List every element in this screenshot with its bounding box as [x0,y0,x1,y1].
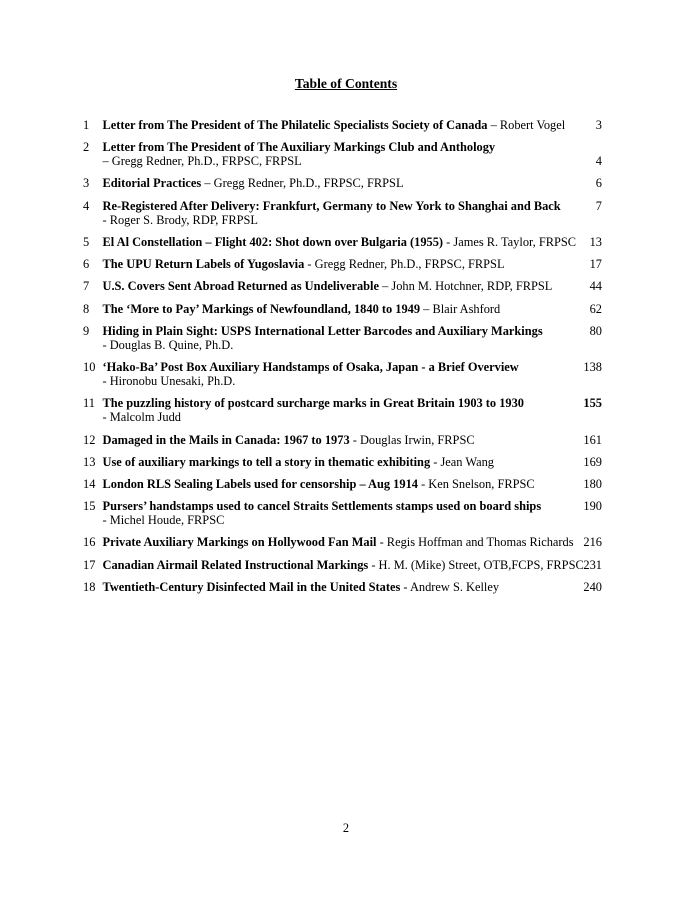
toc-entry-page: 62 [589,301,602,316]
toc-entry [83,433,602,447]
toc-entry-author: – Blair Ashford [420,301,501,316]
toc-entry-text [103,433,575,447]
toc-entry-line1 [103,118,575,132]
page-footer-number: 2 [342,821,350,835]
toc-entry-author: - Michel Houde, FRPSC [102,513,225,528]
toc-entry [83,324,602,352]
toc-entry-page: 80 [589,323,602,338]
toc-entry-page: 190 [583,499,602,514]
toc-entry-text [103,324,575,352]
toc-entry-title: Pursers’ handstamps used to cancel Straits Settlements stamps used on board ships [102,499,542,514]
toc-entry-author: - Hironobu Unesaki, Ph.D. [102,374,236,389]
toc-entry-line1 [103,580,575,594]
toc-entry-text [103,360,575,388]
toc-entry-text [103,302,575,316]
toc-entry-number: 6 [83,257,90,272]
toc-entry [83,257,602,271]
toc-entry-title: Damaged in the Mails in Canada: 1967 to 1973 [102,432,350,447]
toc-entry-author: - Regis Hoffman and Thomas Richards [376,535,574,550]
toc-entry-author: - James R. Taylor, FRPSC [443,234,577,249]
toc-entry-text [103,257,575,271]
toc-entry-author: - Jean Wang [430,454,494,469]
toc-entry-author: - Gregg Redner, Ph.D., FRPSC, FRPSL [304,257,505,272]
toc-entry-number: 18 [83,579,96,594]
toc-entry-title: Re-Registered After Delivery: Frankfurt, Germany to New York to Shanghai and Back [102,198,561,213]
toc-entry-text [103,176,575,190]
toc-entry-title: The UPU Return Labels of Yugoslavia [102,257,305,272]
toc-entry-page: 216 [583,535,602,550]
toc-entry-number: 14 [83,476,96,491]
toc-entry-page: 169 [583,454,602,469]
toc-entry-author: - Malcolm Judd [102,410,181,425]
toc-entry [83,499,602,527]
toc-entry-title: ‘Hako-Ba’ Post Box Auxiliary Handstamps of Osaka, Japan - a Brief Overview [102,359,519,374]
toc-entry-line1 [103,455,575,469]
toc-entry-title: London RLS Sealing Labels used for censorship – Aug 1914 [102,476,418,491]
toc-entry-author: - Andrew S. Kelley [400,579,500,594]
toc-entry-author: – Robert Vogel [487,118,566,132]
toc-entry [83,176,602,190]
toc-entry-title: Use of auxiliary markings to tell a story in thematic exhibiting [102,454,431,469]
toc-entry-text [103,535,575,549]
toc-entry-author: – John M. Hotchner, RDP, FRPSL [379,279,553,294]
toc-entry-number: 13 [83,454,96,469]
toc-entry-text [103,235,575,249]
toc-entry-number: 3 [83,176,90,191]
toc-entry-page: 180 [583,476,602,491]
toc-entry-author: - Douglas B. Quine, Ph.D. [102,337,234,352]
toc-entry-number: 8 [83,301,90,316]
toc-entry-page: 7 [595,198,602,213]
toc-entry-line1 [103,302,575,316]
toc-entry-page: 240 [583,579,602,594]
toc-entry-title: Letter from The President of The Philatelic Specialists Society of Canada [102,118,488,132]
toc-entry-text [103,499,575,527]
toc-entry [83,302,602,316]
toc-entry-line1 [103,257,575,271]
toc-entry-title: Canadian Airmail Related Instructional Markings [102,557,369,572]
toc-entry-number: 1 [83,118,90,132]
toc-entry-line1 [103,140,575,154]
toc-entry-page: 6 [595,176,602,191]
toc-entry-line1 [103,477,575,491]
toc-entry-page: 155 [583,396,602,411]
toc-entry-page: 161 [583,432,602,447]
toc-entry [83,558,602,572]
page-title: Table of Contents [294,76,398,91]
toc-entry-line1 [103,235,575,249]
toc-entry-title: U.S. Covers Sent Abroad Returned as Undeliverable [102,279,380,294]
toc-entry-page: 17 [589,257,602,272]
toc-entry-title: Editorial Practices [102,176,202,191]
toc-entry-line1 [103,279,575,293]
toc-entry-page: 3 [595,118,602,132]
toc-entry-line1 [103,199,575,213]
toc-entry-line1 [103,176,575,190]
toc-entry-text [103,580,575,594]
toc-entry-title: El Al Constellation – Flight 402: Shot down over Bulgaria (1955) [102,234,444,249]
toc-entry-title: Private Auxiliary Markings on Hollywood Fan Mail [102,535,377,550]
toc-entry-number: 5 [83,234,90,249]
toc-entry-author: - Ken Snelson, FRPSC [417,476,535,491]
toc-entry-author: - Roger S. Brody, RDP, FRPSL [102,212,258,227]
toc-entry-text [103,279,575,293]
toc-entry-author: – Gregg Redner, Ph.D., FRPSC, FRPSL [102,154,302,169]
toc-entry [83,455,602,469]
toc-entry-text [103,199,575,227]
toc-entry-line1 [103,535,575,549]
toc-entry-page: 44 [589,279,602,294]
toc-entry-line1 [103,433,575,447]
toc-entry [83,118,602,132]
toc-entry-title: Twentieth-Century Disinfected Mail in the United States [102,579,401,594]
toc-entry-text [102,557,584,572]
toc-entry [83,199,602,227]
toc-entry-number: 2 [83,140,90,155]
toc-entry-page: 138 [583,359,602,374]
toc-entry-text [103,455,575,469]
toc-entry [83,535,602,549]
toc-entry-line1 [103,360,575,374]
toc-entry-number: 12 [83,432,96,447]
toc-entry-title: The ‘More to Pay’ Markings of Newfoundland, 1840 to 1949 [102,301,421,316]
toc-entry-page: 231 [583,557,602,572]
toc-entry-author: - H. M. (Mike) Street, OTB,FCPS, FRPSC [368,557,584,572]
toc-entry-page: 13 [589,234,602,249]
toc-entry-line1 [103,396,575,410]
toc-entry-author: - Douglas Irwin, FRPSC [349,432,475,447]
toc-entry-text [103,396,575,424]
toc-entry [83,396,602,424]
toc-entry-title: Letter from The President of The Auxiliary Markings Club and Anthology [102,140,496,155]
toc-entry [83,235,602,249]
toc-entry-number: 11 [83,396,95,411]
toc-list [83,118,602,602]
toc-entry-number: 10 [83,359,96,374]
toc-entry-number: 16 [83,535,96,550]
toc-entry [83,580,602,594]
toc-entry-title: The puzzling history of postcard surcharge marks in Great Britain 1903 to 1930 [102,396,525,411]
toc-entry-number: 9 [83,323,90,338]
toc-entry-line1 [102,557,584,572]
toc-entry-number: 7 [83,279,90,294]
toc-entry [83,360,602,388]
toc-entry-number: 4 [83,198,90,213]
toc-entry-text [103,118,575,132]
toc-entry-number: 17 [83,557,96,572]
toc-entry [83,140,602,168]
toc-entry-author: – Gregg Redner, Ph.D., FRPSC, FRPSL [201,176,404,191]
toc-entry-text [103,477,575,491]
toc-entry-line1 [103,324,575,338]
toc-entry-title: Hiding in Plain Sight: USPS International Letter Barcodes and Auxiliary Markings [102,323,543,338]
toc-entry-text [103,140,575,168]
toc-entry-number: 15 [83,499,96,514]
toc-entry-page: 4 [595,154,602,169]
toc-entry-line1 [103,499,575,513]
toc-entry [83,279,602,293]
toc-entry [83,477,602,491]
